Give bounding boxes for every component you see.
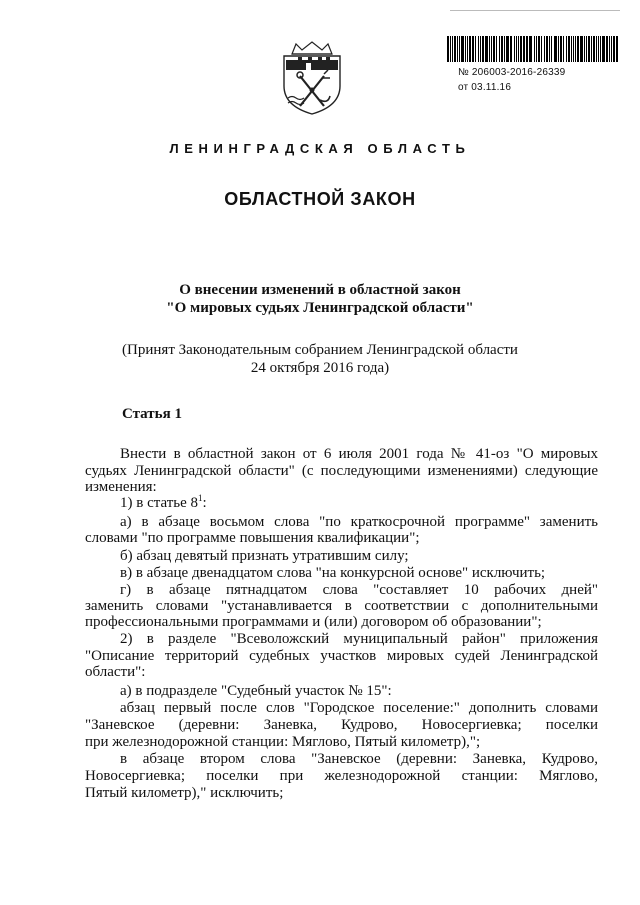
barcode-bar xyxy=(516,36,517,62)
barcode-bar xyxy=(457,36,458,62)
barcode-bar xyxy=(459,36,460,62)
barcode-bar xyxy=(558,36,559,62)
barcode-bar xyxy=(493,36,495,62)
barcode-bar xyxy=(485,36,488,62)
barcode-bar xyxy=(606,36,608,62)
barcode-bar xyxy=(616,36,618,62)
barcode-bar xyxy=(452,36,453,62)
barcode-bar xyxy=(491,36,492,62)
barcode-bar xyxy=(584,36,585,62)
barcode-bar xyxy=(524,36,525,62)
barcode-bar xyxy=(566,36,567,62)
body-line-tail: : xyxy=(202,495,207,511)
barcode-bar xyxy=(480,36,481,62)
registration-date: от 03.11.16 xyxy=(458,82,512,93)
barcode-bar xyxy=(577,36,579,62)
scan-edge-line xyxy=(450,10,620,11)
barcode-bar xyxy=(501,36,503,62)
barcode-bar xyxy=(600,36,601,62)
barcode-bar xyxy=(580,36,583,62)
body-line: Новосергиевка; поселки при железнодорожной станции: Мяглово, xyxy=(85,768,598,784)
body-line: изменения: xyxy=(85,479,157,495)
barcode-bar xyxy=(454,36,456,62)
barcode-bar xyxy=(613,36,615,62)
barcode-bar xyxy=(609,36,610,62)
body-line: абзац первый после слов "Городское поселение:" дополнить словами xyxy=(120,700,598,716)
adoption-note-line: 24 октября 2016 года) xyxy=(250,360,390,376)
barcode-bar xyxy=(588,36,590,62)
law-subject-line: "О мировых судьях Ленинградской области" xyxy=(166,300,474,316)
barcode xyxy=(447,36,619,62)
barcode-bar xyxy=(571,36,572,62)
barcode-bar xyxy=(523,36,524,62)
barcode-bar xyxy=(546,36,548,62)
body-line: Внести в областной закон от 6 июля 2001 года № 41-оз "О мировых xyxy=(120,446,598,462)
coat-of-arms-icon xyxy=(278,40,346,116)
body-line: б) абзац девятый признать утратившим силу; xyxy=(120,548,409,564)
body-line-text: 1) в статье 8 xyxy=(120,495,199,511)
body-line: "Описание территорий судебных участков мировых судей Ленинградской xyxy=(85,648,598,664)
barcode-bar xyxy=(475,36,476,62)
body-line: 2) в разделе "Всеволожский муниципальный район" приложения xyxy=(120,631,598,647)
region-heading: ЛЕНИНГРАДСКАЯ ОБЛАСТЬ xyxy=(169,141,471,156)
barcode-bar xyxy=(544,36,545,62)
barcode-bar xyxy=(538,36,540,62)
barcode-bar xyxy=(611,36,612,62)
law-subject-line: О внесении изменений в областной закон xyxy=(179,282,461,298)
barcode-bar xyxy=(563,36,564,62)
barcode-bar xyxy=(496,36,497,62)
barcode-bar xyxy=(499,36,500,62)
barcode-bar xyxy=(536,36,537,62)
barcode-bar xyxy=(450,36,451,62)
barcode-bar xyxy=(469,36,471,62)
barcode-bar xyxy=(465,36,466,62)
barcode-bar xyxy=(568,36,570,62)
barcode-bar xyxy=(602,36,605,62)
body-line: словами "по программе повышения квалификации"; xyxy=(85,530,420,546)
barcode-bar xyxy=(534,36,535,62)
article-title: Статья 1 xyxy=(122,406,182,422)
body-line: а) в подразделе "Судебный участок № 15": xyxy=(120,683,392,699)
barcode-bar xyxy=(598,36,599,62)
barcode-bar xyxy=(504,36,505,62)
adoption-note xyxy=(0,341,640,377)
barcode-bar xyxy=(518,36,519,62)
barcode-bar xyxy=(551,36,552,62)
barcode-bar xyxy=(560,36,562,62)
barcode-bar xyxy=(478,36,479,62)
body-line: судьях Ленинградской области" (с последующими изменениями) следующие xyxy=(85,463,598,479)
body-line: а) в абзаце восьмом слова "по краткосрочной программе" заменить xyxy=(120,514,598,530)
barcode-bar xyxy=(526,36,528,62)
barcode-bar xyxy=(541,36,542,62)
barcode-bar xyxy=(529,36,532,62)
body-line: Пятый километр)," исключить; xyxy=(85,785,284,801)
barcode-bar xyxy=(549,36,550,62)
body-line: области": xyxy=(85,664,146,680)
body-line: заменить словами "устанавливается в соответствии с дополнительными xyxy=(85,598,598,614)
barcode-bar xyxy=(461,36,464,62)
registration-number: № 206003-2016-26339 xyxy=(458,67,566,78)
body-line: профессиональными программами и (или) договором об образовании"; xyxy=(85,614,542,630)
barcode-bar xyxy=(575,36,576,62)
law-subject xyxy=(0,281,640,317)
superscript: 1 xyxy=(198,493,203,503)
barcode-bar xyxy=(489,36,490,62)
barcode-bar xyxy=(586,36,587,62)
body-line: в) в абзаце двенадцатом слова "на конкурсной основе" исключить; xyxy=(120,565,546,581)
barcode-bar xyxy=(472,36,474,62)
body-line: г) в абзаце пятнадцатом слова "составляет 10 рабочих дней" xyxy=(120,582,598,598)
body-line xyxy=(120,495,207,512)
barcode-bar xyxy=(467,36,468,62)
barcode-bar xyxy=(482,36,484,62)
barcode-bar xyxy=(514,36,515,62)
barcode-bar xyxy=(596,36,597,62)
body-line: в абзаце втором слова "Заневское (деревни: Заневка, Кудрово, xyxy=(120,751,598,767)
barcode-bar xyxy=(591,36,592,62)
barcode-bar xyxy=(506,36,509,62)
adoption-note-line: (Принят Законодательным собранием Ленинградской области xyxy=(122,342,518,358)
law-type-heading: ОБЛАСТНОЙ ЗАКОН xyxy=(224,189,416,209)
barcode-bar xyxy=(554,36,557,62)
barcode-bar xyxy=(593,36,595,62)
body-line: "Заневское (деревни: Заневка, Кудрово, Новосергиевка; поселки xyxy=(85,717,598,733)
barcode-bar xyxy=(520,36,522,62)
barcode-bar xyxy=(573,36,574,62)
body-line: при железнодорожной станции: Мяглово, Пятый километр),"; xyxy=(85,734,481,750)
barcode-bar xyxy=(447,36,449,62)
barcode-bar xyxy=(510,36,512,62)
